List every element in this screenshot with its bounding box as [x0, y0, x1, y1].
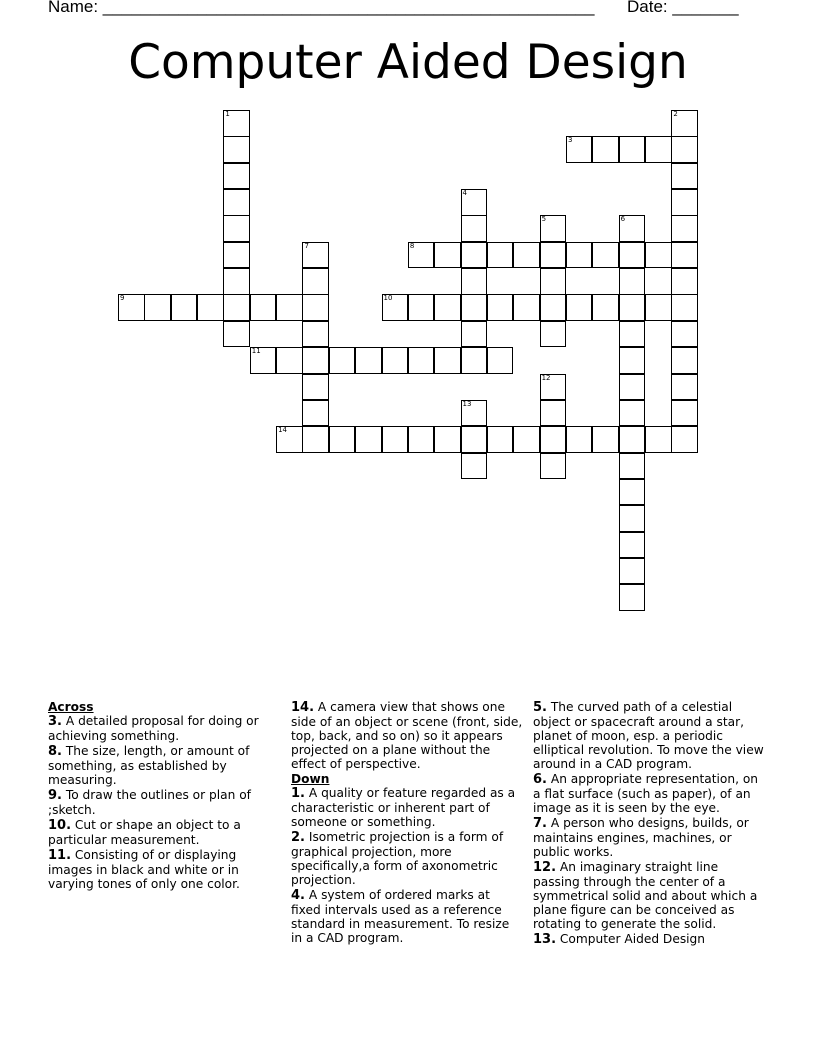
- grid-cell[interactable]: [513, 426, 540, 453]
- grid-cell[interactable]: [487, 426, 514, 453]
- clue-number: 6.: [533, 772, 547, 787]
- grid-cell[interactable]: [619, 374, 646, 401]
- grid-cell[interactable]: [223, 321, 250, 348]
- grid-cell[interactable]: [223, 110, 250, 137]
- across-clue-9: [48, 788, 280, 817]
- grid-cell[interactable]: [276, 294, 303, 321]
- grid-cell[interactable]: [302, 268, 329, 295]
- grid-cell[interactable]: [223, 163, 250, 190]
- grid-cell[interactable]: [592, 294, 619, 321]
- grid-cell[interactable]: [619, 321, 646, 348]
- grid-cell[interactable]: [461, 426, 488, 453]
- down-clue-7: [533, 816, 765, 859]
- grid-cell[interactable]: [434, 426, 461, 453]
- grid-cell[interactable]: [671, 321, 698, 348]
- grid-cell[interactable]: [619, 532, 646, 559]
- grid-cell[interactable]: [619, 505, 646, 532]
- grid-cell[interactable]: [566, 242, 593, 269]
- grid-cell[interactable]: [513, 242, 540, 269]
- clue-number: 8.: [48, 744, 62, 759]
- clue-number: 11.: [48, 848, 72, 863]
- cell-number: 10: [383, 294, 393, 303]
- down-clue-5: [533, 700, 765, 771]
- grid-cell[interactable]: [619, 347, 646, 374]
- grid-cell[interactable]: [302, 321, 329, 348]
- name-field-label: Name: ____________________________________________________: [48, 0, 595, 16]
- grid-cell[interactable]: [671, 268, 698, 295]
- cell-number: 11: [251, 347, 261, 356]
- down-clue-12: [533, 860, 765, 931]
- grid-cell[interactable]: [487, 294, 514, 321]
- grid-cell[interactable]: [197, 294, 224, 321]
- across-clue-8: [48, 744, 280, 787]
- clue-text: Consisting of or displaying images in black and white or in varying tones of only one color.: [48, 848, 240, 891]
- grid-cell[interactable]: [461, 400, 488, 427]
- grid-cell[interactable]: [302, 294, 329, 321]
- clue-text: Computer Aided Design: [556, 932, 706, 946]
- grid-cell[interactable]: [671, 136, 698, 163]
- grid-cell[interactable]: [619, 400, 646, 427]
- cell-number: 6: [620, 215, 626, 224]
- grid-cell[interactable]: [223, 268, 250, 295]
- grid-cell[interactable]: [540, 453, 567, 480]
- grid-cell[interactable]: [619, 242, 646, 269]
- grid-cell[interactable]: [671, 242, 698, 269]
- grid-cell[interactable]: [171, 294, 198, 321]
- grid-cell[interactable]: [223, 189, 250, 216]
- grid-cell[interactable]: [540, 321, 567, 348]
- grid-cell[interactable]: [461, 321, 488, 348]
- clue-text: A person who designs, builds, or maintains engines, machines, or public works.: [533, 816, 749, 859]
- date-field-label: Date: _______: [627, 0, 739, 16]
- clue-column-2: [291, 700, 523, 946]
- cell-number: 2: [673, 110, 678, 118]
- cell-number: 5: [541, 215, 547, 224]
- down-heading: Down: [291, 772, 330, 786]
- cell-number: 13: [462, 399, 472, 408]
- grid-cell[interactable]: [302, 374, 329, 401]
- grid-cell[interactable]: [619, 215, 646, 242]
- grid-cell[interactable]: [276, 347, 303, 374]
- grid-cell[interactable]: [408, 347, 435, 374]
- grid-cell[interactable]: [619, 268, 646, 295]
- grid-cell[interactable]: [540, 268, 567, 295]
- across-clue-3: [48, 714, 280, 743]
- grid-cell[interactable]: [250, 347, 277, 374]
- grid-cell[interactable]: [302, 347, 329, 374]
- across-clue-11: [48, 848, 280, 891]
- cell-number: 9: [120, 294, 125, 303]
- grid-cell[interactable]: [619, 479, 646, 506]
- grid-cell[interactable]: [382, 426, 409, 453]
- grid-cell[interactable]: [671, 347, 698, 374]
- grid-cell[interactable]: [540, 426, 567, 453]
- grid-cell[interactable]: [434, 242, 461, 269]
- grid-cell[interactable]: [329, 347, 356, 374]
- grid-cell[interactable]: [619, 136, 646, 163]
- clue-text: An imaginary straight line passing through the center of a symmetrical solid and about which a plane figure can be conceived as rotating to generate the solid.: [533, 860, 758, 931]
- grid-cell[interactable]: [434, 294, 461, 321]
- grid-cell[interactable]: [671, 215, 698, 242]
- grid-cell[interactable]: [671, 110, 698, 137]
- grid-cell[interactable]: [302, 400, 329, 427]
- grid-cell[interactable]: [461, 347, 488, 374]
- grid-cell[interactable]: [671, 400, 698, 427]
- clue-text: The curved path of a celestial object or spacecraft around a star, planet of moon, esp. a periodic elliptical revolution. To move the view around in a CAD program.: [533, 700, 764, 771]
- grid-cell[interactable]: [461, 268, 488, 295]
- cell-number: 3: [567, 136, 573, 145]
- grid-cell[interactable]: [540, 400, 567, 427]
- grid-cell[interactable]: [645, 294, 672, 321]
- grid-cell[interactable]: [276, 426, 303, 453]
- down-clue-2: [291, 830, 523, 887]
- grid-cell[interactable]: [566, 136, 593, 163]
- grid-cell[interactable]: [487, 242, 514, 269]
- grid-cell[interactable]: [461, 215, 488, 242]
- clue-number: 9.: [48, 788, 62, 803]
- down-clue-4: [291, 888, 523, 945]
- grid-cell[interactable]: [540, 215, 567, 242]
- grid-cell[interactable]: [540, 374, 567, 401]
- clue-number: 14.: [291, 700, 315, 715]
- clue-number: 2.: [291, 830, 305, 845]
- grid-cell[interactable]: [461, 294, 488, 321]
- grid-cell[interactable]: [302, 426, 329, 453]
- grid-cell[interactable]: [619, 584, 646, 611]
- grid-cell[interactable]: [619, 453, 646, 480]
- grid-cell[interactable]: [566, 426, 593, 453]
- grid-cell[interactable]: [671, 189, 698, 216]
- clue-number: 1.: [291, 786, 305, 801]
- grid-cell[interactable]: [592, 426, 619, 453]
- grid-cell[interactable]: [645, 136, 672, 163]
- grid-cell[interactable]: [592, 242, 619, 269]
- grid-cell[interactable]: [671, 294, 698, 321]
- clue-column-1: [48, 700, 280, 892]
- across-clue-10: [48, 818, 280, 847]
- grid-cell[interactable]: [461, 189, 488, 216]
- grid-cell[interactable]: [223, 215, 250, 242]
- clue-text: Cut or shape an object to a particular measurement.: [48, 818, 241, 847]
- grid-cell[interactable]: [513, 294, 540, 321]
- clue-text: A system of ordered marks at fixed intervals used as a reference standard in measurement. To resize in a CAD program.: [291, 888, 510, 945]
- cell-number: 7: [304, 241, 309, 250]
- grid-cell[interactable]: [592, 136, 619, 163]
- clue-number: 4.: [291, 888, 305, 903]
- cell-number: 1: [225, 110, 230, 118]
- grid-cell[interactable]: [408, 242, 435, 269]
- clue-text: The size, length, or amount of something, as established by measuring.: [48, 744, 250, 787]
- grid-cell[interactable]: [223, 136, 250, 163]
- clue-text: An appropriate representation, on a flat surface (such as paper), of an image as it is seen by the eye.: [533, 772, 758, 815]
- grid-cell[interactable]: [566, 294, 593, 321]
- grid-cell[interactable]: [540, 294, 567, 321]
- grid-cell[interactable]: [250, 294, 277, 321]
- clue-number: 12.: [533, 860, 557, 875]
- grid-cell[interactable]: [645, 242, 672, 269]
- down-clue-6: [533, 772, 765, 815]
- grid-cell[interactable]: [487, 347, 514, 374]
- clue-number: 10.: [48, 818, 72, 833]
- grid-cell[interactable]: [144, 294, 171, 321]
- grid-cell[interactable]: [302, 242, 329, 269]
- clue-text: A quality or feature regarded as a characteristic or inherent part of someone or something.: [291, 786, 516, 829]
- grid-cell[interactable]: [382, 347, 409, 374]
- grid-cell[interactable]: [671, 163, 698, 190]
- clue-number: 3.: [48, 714, 62, 729]
- clue-number: 7.: [533, 816, 547, 831]
- grid-cell[interactable]: [671, 374, 698, 401]
- grid-cell[interactable]: [645, 426, 672, 453]
- clue-text: A camera view that shows one side of an object or scene (front, side, top, back, and so on) so it appears projected on a plane without the effect of perspective.: [291, 700, 523, 771]
- clue-text: Isometric projection is a form of graphical projection, more specifically,a form of axonometric projection.: [291, 830, 504, 887]
- grid-cell[interactable]: [619, 294, 646, 321]
- grid-cell[interactable]: [355, 347, 382, 374]
- grid-cell[interactable]: [540, 242, 567, 269]
- grid-cell[interactable]: [461, 242, 488, 269]
- grid-cell[interactable]: [434, 347, 461, 374]
- clue-number: 13.: [533, 932, 557, 947]
- cell-number: 12: [541, 373, 551, 382]
- down-clue-13: [533, 932, 765, 947]
- across-clue-14: [291, 700, 523, 771]
- grid-cell[interactable]: [461, 453, 488, 480]
- cell-number: 4: [462, 189, 468, 198]
- cell-number: 8: [409, 241, 415, 250]
- grid-cell[interactable]: [329, 426, 356, 453]
- grid-cell[interactable]: [671, 426, 698, 453]
- clue-column-3: [533, 700, 765, 948]
- page-title: Computer Aided Design: [128, 35, 688, 90]
- grid-cell[interactable]: [223, 242, 250, 269]
- clue-text: To draw the outlines or plan of ;sketch.: [48, 788, 251, 817]
- grid-cell[interactable]: [382, 294, 409, 321]
- cell-number: 14: [278, 426, 288, 435]
- grid-cell[interactable]: [223, 294, 250, 321]
- grid-cell[interactable]: [408, 426, 435, 453]
- across-heading: Across: [48, 700, 94, 714]
- clue-number: 5.: [533, 700, 547, 715]
- grid-cell[interactable]: [355, 426, 382, 453]
- grid-cell[interactable]: [619, 426, 646, 453]
- down-clue-1: [291, 786, 523, 829]
- grid-cell[interactable]: [619, 558, 646, 585]
- grid-cell[interactable]: [118, 294, 145, 321]
- grid-cell[interactable]: [408, 294, 435, 321]
- clue-text: A detailed proposal for doing or achieving something.: [48, 714, 259, 743]
